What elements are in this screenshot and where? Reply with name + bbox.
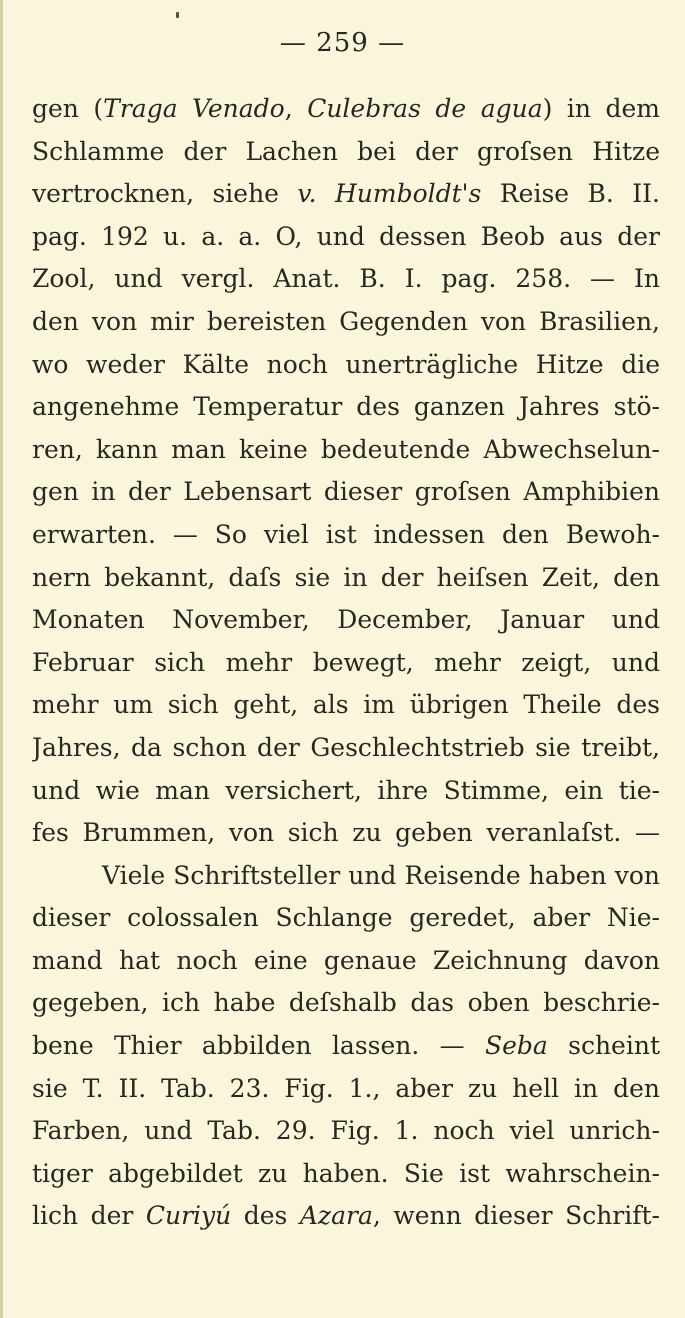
text-line bbox=[32, 684, 660, 727]
text-segment: wo weder Kälte noch unerträgliche Hitze die bbox=[32, 349, 660, 379]
text-segment: mehr um sich geht, als im übrigen Theile des bbox=[32, 690, 660, 720]
text-line bbox=[32, 897, 660, 940]
text-segment: und wie man versichert, ihre Stimme, ein tie- bbox=[32, 775, 660, 805]
ink-speck bbox=[176, 12, 179, 18]
text-segment: bene Thier abbilden lassen. — bbox=[32, 1031, 485, 1061]
text-segment: Schlamme der Lachen bei der groſsen Hitze bbox=[32, 136, 660, 166]
text-line bbox=[32, 131, 660, 174]
text-segment: gen ( bbox=[32, 94, 104, 123]
text-line bbox=[32, 557, 660, 600]
text-segment: Monaten November, December, Januar und bbox=[32, 605, 660, 635]
text-segment: Farben, und Tab. 29. Fig. 1. noch viel unrich- bbox=[32, 1116, 660, 1146]
text-line bbox=[32, 301, 660, 344]
text-segment: pag. 192 u. a. a. O, und dessen Beob aus der bbox=[32, 221, 660, 251]
text-line bbox=[32, 471, 660, 514]
italic-text: Curiyú bbox=[145, 1201, 232, 1231]
body-text bbox=[32, 88, 660, 1238]
text-line bbox=[32, 258, 660, 301]
text-segment: Jahres, da schon der Geschlechtstrieb sie treibt, bbox=[32, 732, 660, 762]
text-line bbox=[32, 727, 660, 770]
italic-text: Traga Venado bbox=[103, 94, 285, 123]
text-line bbox=[32, 1068, 660, 1111]
text-segment: , bbox=[284, 94, 308, 123]
text-line bbox=[32, 982, 660, 1025]
italic-text: v. Humboldt's bbox=[297, 179, 482, 209]
text-segment: ) in dem bbox=[542, 94, 660, 123]
text-line bbox=[32, 88, 660, 131]
text-segment: scheint bbox=[547, 1031, 660, 1061]
text-segment: gegeben, ich habe deſshalb das oben beschrie- bbox=[32, 988, 660, 1018]
text-segment: den von mir bereisten Gegenden von Brasilien, bbox=[32, 306, 660, 336]
text-segment: lich der bbox=[32, 1201, 146, 1231]
text-segment: Reise B. II. bbox=[481, 179, 660, 209]
italic-text: Seba bbox=[484, 1031, 548, 1061]
text-segment: tiger abgebildet zu haben. Sie ist wahrschein- bbox=[32, 1158, 660, 1188]
text-line bbox=[32, 642, 660, 685]
text-line bbox=[32, 599, 660, 642]
text-segment: erwarten. — So viel ist indessen den Bewoh- bbox=[32, 519, 660, 549]
text-segment: nern bekannt, daſs sie in der heiſsen Zeit, den bbox=[32, 562, 660, 592]
text-segment: , wenn dieser Schrift- bbox=[372, 1201, 660, 1231]
text-segment: gen in der Lebensart dieser groſsen Amphibien bbox=[32, 477, 660, 507]
text-line bbox=[32, 1110, 660, 1153]
text-line bbox=[32, 344, 660, 387]
text-line bbox=[32, 514, 660, 557]
page-number: — 259 — bbox=[279, 28, 406, 58]
text-line bbox=[32, 812, 660, 855]
text-segment: angenehme Temperatur des ganzen Jahres stö- bbox=[32, 392, 660, 422]
page-edge bbox=[0, 0, 3, 1318]
text-line bbox=[32, 855, 660, 898]
italic-text: Culebras de agua bbox=[307, 94, 543, 123]
text-segment: mand hat noch eine genaue Zeichnung davon bbox=[32, 945, 660, 975]
text-segment: sie T. II. Tab. 23. Fig. 1., aber zu hell in den bbox=[32, 1073, 660, 1103]
text-segment: fes Brummen, von sich zu geben veranlaſst. — bbox=[32, 818, 660, 848]
text-line bbox=[32, 386, 660, 429]
text-segment: dieser colossalen Schlange geredet, aber Nie- bbox=[32, 903, 660, 933]
text-segment: Zool, und vergl. Anat. B. I. pag. 258. — In bbox=[32, 264, 660, 294]
text-line bbox=[32, 1025, 660, 1068]
text-line bbox=[32, 173, 660, 216]
text-line bbox=[32, 940, 660, 983]
text-line bbox=[32, 216, 660, 259]
text-segment: des bbox=[231, 1201, 300, 1231]
text-line bbox=[32, 1153, 660, 1196]
text-segment: vertrocknen, siehe bbox=[32, 179, 298, 209]
text-line bbox=[32, 1195, 660, 1238]
text-line bbox=[32, 770, 660, 813]
text-segment: ren, kann man keine bedeutende Abwechselun- bbox=[32, 434, 660, 464]
italic-text: Azara bbox=[299, 1201, 373, 1231]
text-line bbox=[32, 429, 660, 472]
text-segment: Februar sich mehr bewegt, mehr zeigt, und bbox=[32, 647, 660, 677]
text-segment: Viele Schriftsteller und Reisende haben von bbox=[102, 860, 660, 890]
